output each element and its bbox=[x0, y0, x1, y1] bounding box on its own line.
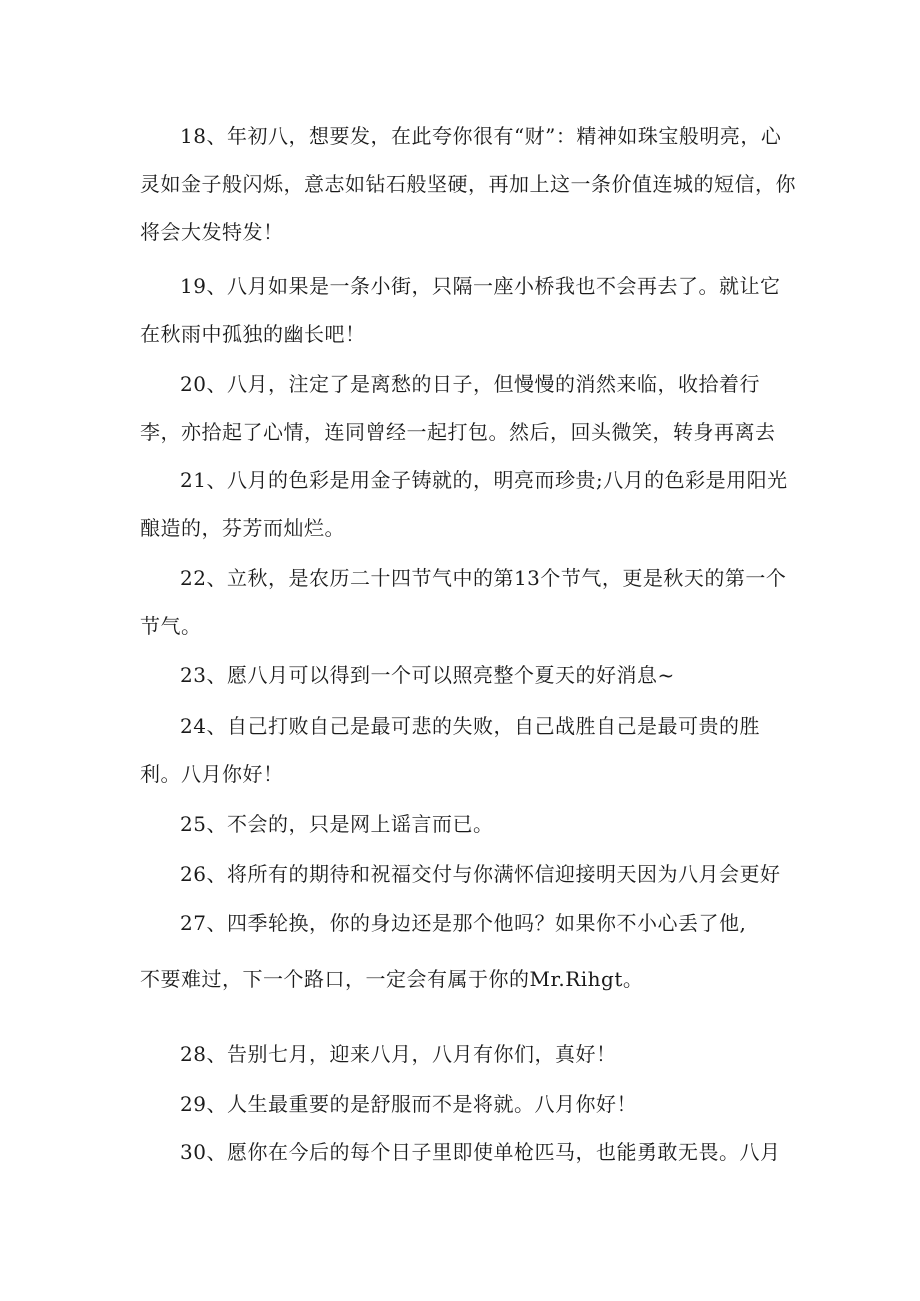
paragraph-22: 22、立秋，是农历二十四节气中的第13个节气，更是秋天的第一个节气。 bbox=[140, 566, 787, 638]
paragraph-26: 26、将所有的期待和祝福交付与你满怀信迎接明天因为八月会更好 bbox=[180, 862, 781, 886]
paragraph-30: 30、愿你在今后的每个日子里即使单枪匹马，也能勇敢无畏。八月 bbox=[180, 1140, 781, 1164]
paragraph-20: 20、八月，注定了是离愁的日子，但慢慢的消然来临，收拾着行李，亦拾起了心情，连同曾经一起打包。然后，回头微笑，转身再离去 bbox=[140, 372, 776, 444]
paragraph-29: 29、人生最重要的是舒服而不是将就。八月你好！ bbox=[180, 1092, 637, 1116]
paragraph-23: 23、愿八月可以得到一个可以照亮整个夏天的好消息~ bbox=[180, 663, 675, 687]
paragraph-28: 28、告别七月，迎来八月，八月有你们，真好！ bbox=[180, 1042, 617, 1066]
paragraph-19: 19、八月如果是一条小街，只隔一座小桥我也不会再去了。就让它在秋雨中孤独的幽长吧！ bbox=[140, 274, 781, 346]
paragraph-18: 18、年初八，想要发，在此夸你很有“财”：精神如珠宝般明亮，心灵如金子般闪烁，意志如钻石般坚硬，再加上这一条价值连城的短信，你将会大发特发！ bbox=[140, 124, 796, 244]
paragraph-27: 27、四季轮换，你的身边还是那个他吗？如果你不小心丢了他, bbox=[180, 911, 747, 935]
paragraph-21: 21、八月的色彩是用金子铸就的，明亮而珍贵;八月的色彩是用阳光酿造的，芬芳而灿烂。 bbox=[140, 468, 788, 540]
paragraph-25: 25、不会的，只是网上谣言而已。 bbox=[180, 812, 494, 836]
paragraph-24: 24、自己打败自己是最可悲的失败，自己战胜自己是最可贵的胜利。八月你好！ bbox=[140, 714, 760, 786]
paragraph-27-continued: 不要难过，下一个路口，一定会有属于你的Mr.Rihgt。 bbox=[140, 967, 644, 991]
